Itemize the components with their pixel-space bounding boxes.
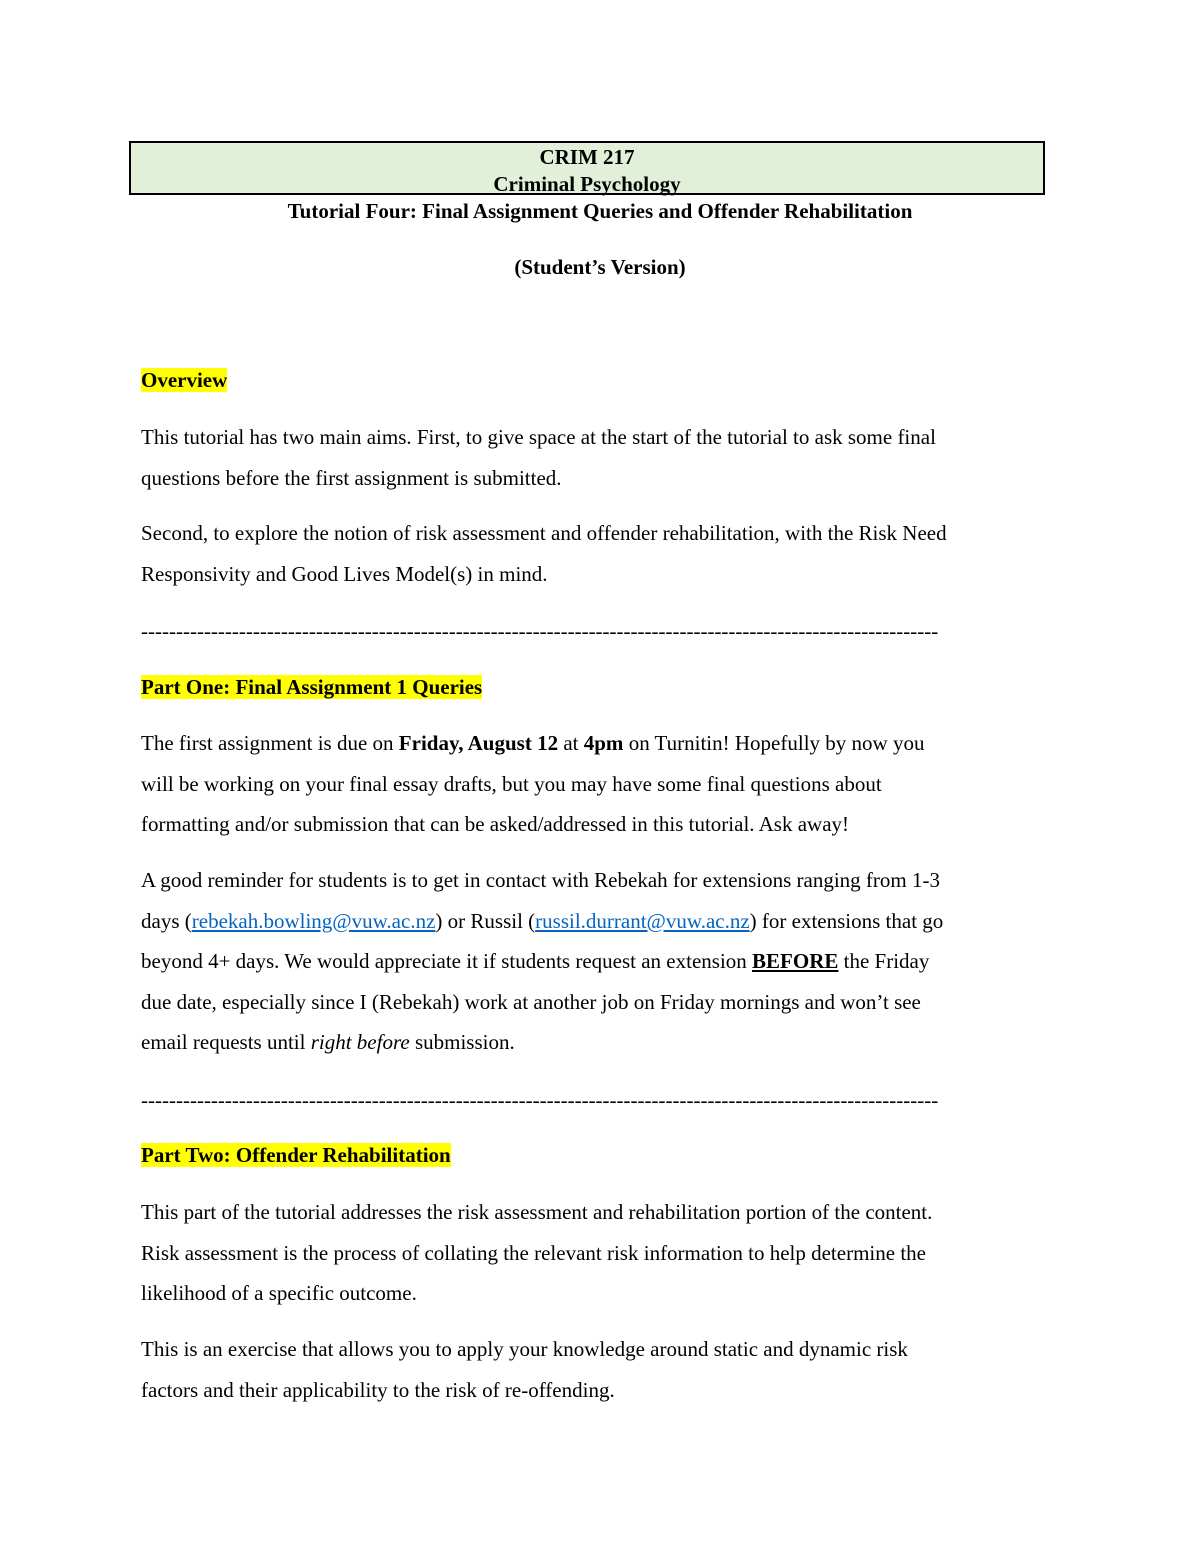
overview-heading-text: Overview bbox=[141, 368, 228, 392]
text-line bbox=[141, 941, 1061, 982]
due-date: Friday, August 12 bbox=[398, 731, 559, 755]
text-run: beyond 4+ days. We would appreciate it if students request an extension bbox=[141, 949, 753, 973]
overview-paragraph-1 bbox=[141, 417, 1061, 498]
text-run: email requests until bbox=[141, 1030, 311, 1054]
text-run: ) or Russil ( bbox=[435, 908, 536, 933]
text-run: at bbox=[558, 731, 584, 755]
text-run: on Turnitin! Hopefully by now you bbox=[623, 731, 925, 755]
text-line bbox=[141, 901, 1061, 942]
part-two-paragraph-2 bbox=[141, 1329, 1061, 1410]
overview-paragraph-2 bbox=[141, 513, 1061, 594]
text-run: days ( bbox=[141, 908, 192, 933]
course-code: CRIM 217 bbox=[539, 145, 635, 169]
text-run: the Friday bbox=[838, 949, 930, 973]
text-line: formatting and/or submission that can be asked/addressed in this tutorial. Ask away! bbox=[141, 812, 850, 836]
text-line: Second, to explore the notion of risk assessment and offender rehabilitation, with the Risk Need bbox=[141, 521, 947, 545]
section-divider: ------------------------------------------------------------------------------------------------------------------ bbox=[141, 619, 939, 643]
text-run: submission. bbox=[409, 1030, 515, 1054]
course-name: Criminal Psychology bbox=[493, 172, 681, 196]
overview-heading bbox=[141, 367, 227, 394]
text-line: Responsivity and Good Lives Model(s) in mind. bbox=[141, 561, 548, 586]
before-emphasis: BEFORE bbox=[752, 949, 839, 973]
text-line: questions before the first assignment is submitted. bbox=[141, 465, 562, 490]
email-link-russil[interactable]: russil.durrant@vuw.ac.nz bbox=[535, 908, 750, 933]
text-line: A good reminder for students is to get in contact with Rebekah for extensions ranging from 1-3 bbox=[141, 868, 940, 892]
text-line bbox=[141, 1022, 1061, 1063]
text-run: ) for extensions that go bbox=[749, 908, 944, 933]
due-time: 4pm bbox=[583, 731, 624, 755]
text-run: The first assignment is due on bbox=[141, 731, 399, 755]
part-two-heading-text: Part Two: Offender Rehabilitation bbox=[141, 1143, 451, 1167]
part-one-paragraph-1 bbox=[141, 723, 1061, 845]
text-line: likelihood of a specific outcome. bbox=[141, 1281, 417, 1305]
right-before-emphasis: right before bbox=[310, 1030, 410, 1054]
part-two-heading bbox=[141, 1142, 451, 1169]
version-label: (Student’s Version) bbox=[514, 255, 686, 279]
part-two-paragraph-1 bbox=[141, 1192, 1061, 1314]
tutorial-title: Tutorial Four: Final Assignment Queries and Offender Rehabilitation bbox=[287, 199, 913, 223]
text-line: This tutorial has two main aims. First, to give space at the start of the tutorial to ask some final bbox=[141, 425, 936, 449]
course-header-box bbox=[129, 141, 1045, 195]
email-link-rebekah[interactable]: rebekah.bowling@vuw.ac.nz bbox=[191, 908, 436, 933]
part-one-heading bbox=[141, 674, 482, 701]
part-one-heading-text: Part One: Final Assignment 1 Queries bbox=[141, 675, 483, 699]
text-line: This is an exercise that allows you to apply your knowledge around static and dynamic risk bbox=[141, 1337, 908, 1361]
text-line: Risk assessment is the process of collating the relevant risk information to help determine the bbox=[141, 1240, 926, 1265]
text-line: due date, especially since I (Rebekah) work at another job on Friday mornings and won’t see bbox=[141, 989, 921, 1014]
text-line: will be working on your final essay drafts, but you may have some final questions about bbox=[141, 771, 882, 796]
text-line bbox=[141, 723, 1061, 764]
text-line: factors and their applicability to the risk of re-offending. bbox=[141, 1377, 615, 1402]
text-line: This part of the tutorial addresses the risk assessment and rehabilitation portion of the content. bbox=[141, 1200, 933, 1224]
part-one-paragraph-2 bbox=[141, 860, 1061, 1063]
section-divider: ------------------------------------------------------------------------------------------------------------------ bbox=[141, 1088, 939, 1112]
